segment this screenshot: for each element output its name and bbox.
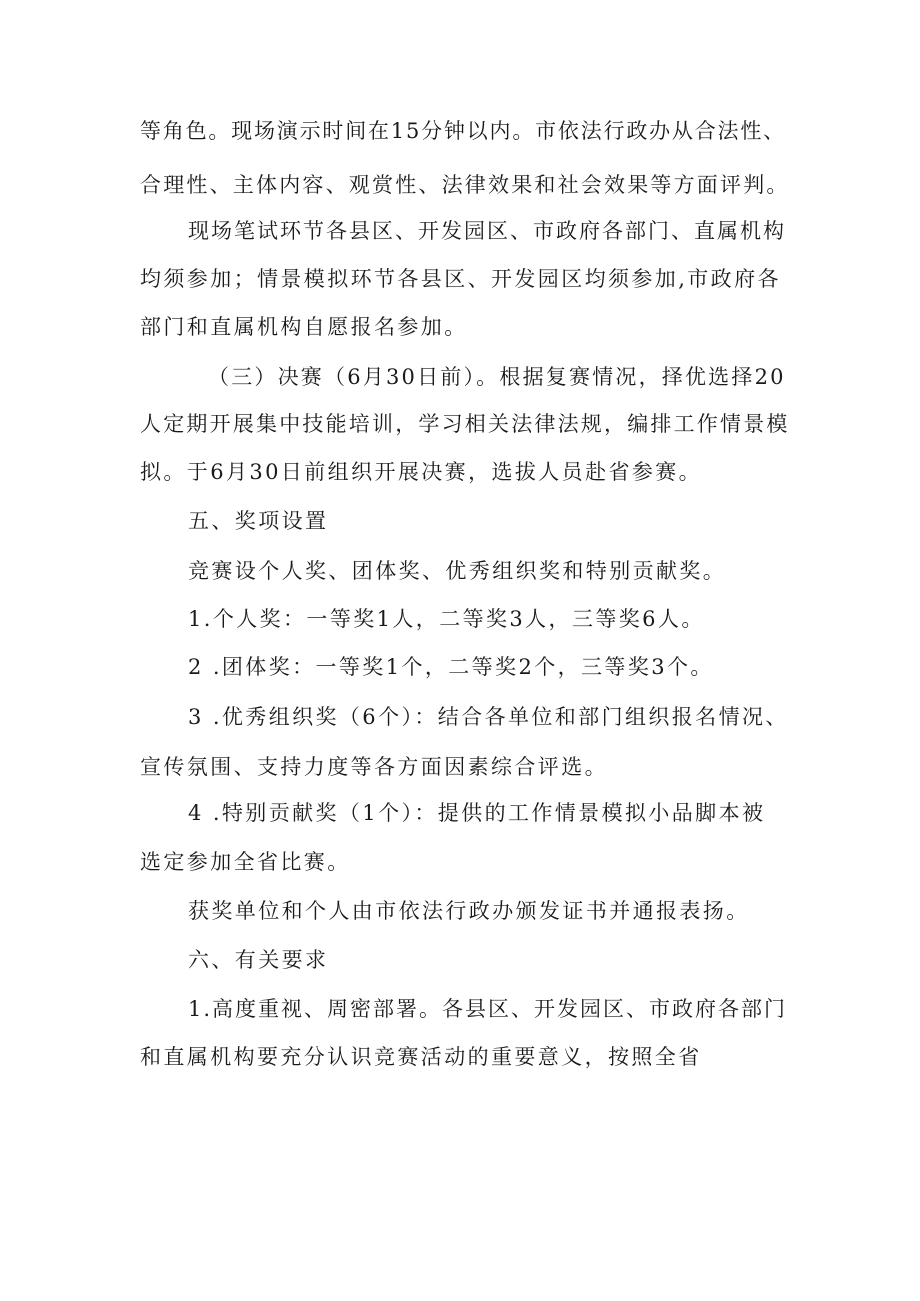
text-line: 合理性、主体内容、观赏性、法律效果和社会效果等方面评判。 <box>140 173 790 197</box>
text-line: 均须参加；情景模拟环节各县区、开发园区均须参加,市政府各 <box>140 267 781 291</box>
text-line: 选定参加全省比赛。 <box>140 850 351 874</box>
text-line: 和直属机构要充分认识竞赛活动的重要意义，按照全省 <box>140 1045 702 1069</box>
list-item: 3 .优秀组织奖（6个）：结合各单位和部门组织报名情况、 <box>188 705 789 729</box>
text-line: 等角色。现场演示时间在15分钟以内。市依法行政办从合法性、 <box>140 119 786 143</box>
section-heading-awards: 五、奖项设置 <box>188 509 329 533</box>
list-item: 1.高度重视、周密部署。各县区、开发园区、市政府各部门 <box>188 997 788 1021</box>
list-item: 4 .特别贡献奖（1个）：提供的工作情景模拟小品脚本被 <box>188 801 766 825</box>
paragraph-start: 竞赛设个人奖、团体奖、优秀组织奖和特别贡献奖。 <box>188 559 727 583</box>
list-item: 2 .团体奖：一等奖1个，二等奖2个，三等奖3个。 <box>188 655 714 679</box>
text-line: 部门和直属机构自愿报名参加。 <box>140 315 468 339</box>
text-line: 宣传氛围、支持力度等各方面因素综合评选。 <box>140 755 608 779</box>
paragraph-start: 现场笔试环节各县区、开发园区、市政府各部门、直属机构 <box>188 219 786 243</box>
section-final-round: （三）决赛（6月30日前）。根据复赛情况，择优选择20 <box>208 365 786 389</box>
list-item: 1.个人奖：一等奖1人，二等奖3人，三等奖6人。 <box>188 607 705 631</box>
text-line: 人定期开展集中技能培训，学习相关法律法规，编排工作情景模 <box>140 412 790 436</box>
paragraph-start: 获奖单位和个人由市依法行政办颁发证书并通报表扬。 <box>188 899 750 923</box>
text-line: 拟。于6月30日前组织开展决赛，选拔人员赴省参赛。 <box>140 460 703 484</box>
section-heading-requirements: 六、有关要求 <box>188 948 329 972</box>
